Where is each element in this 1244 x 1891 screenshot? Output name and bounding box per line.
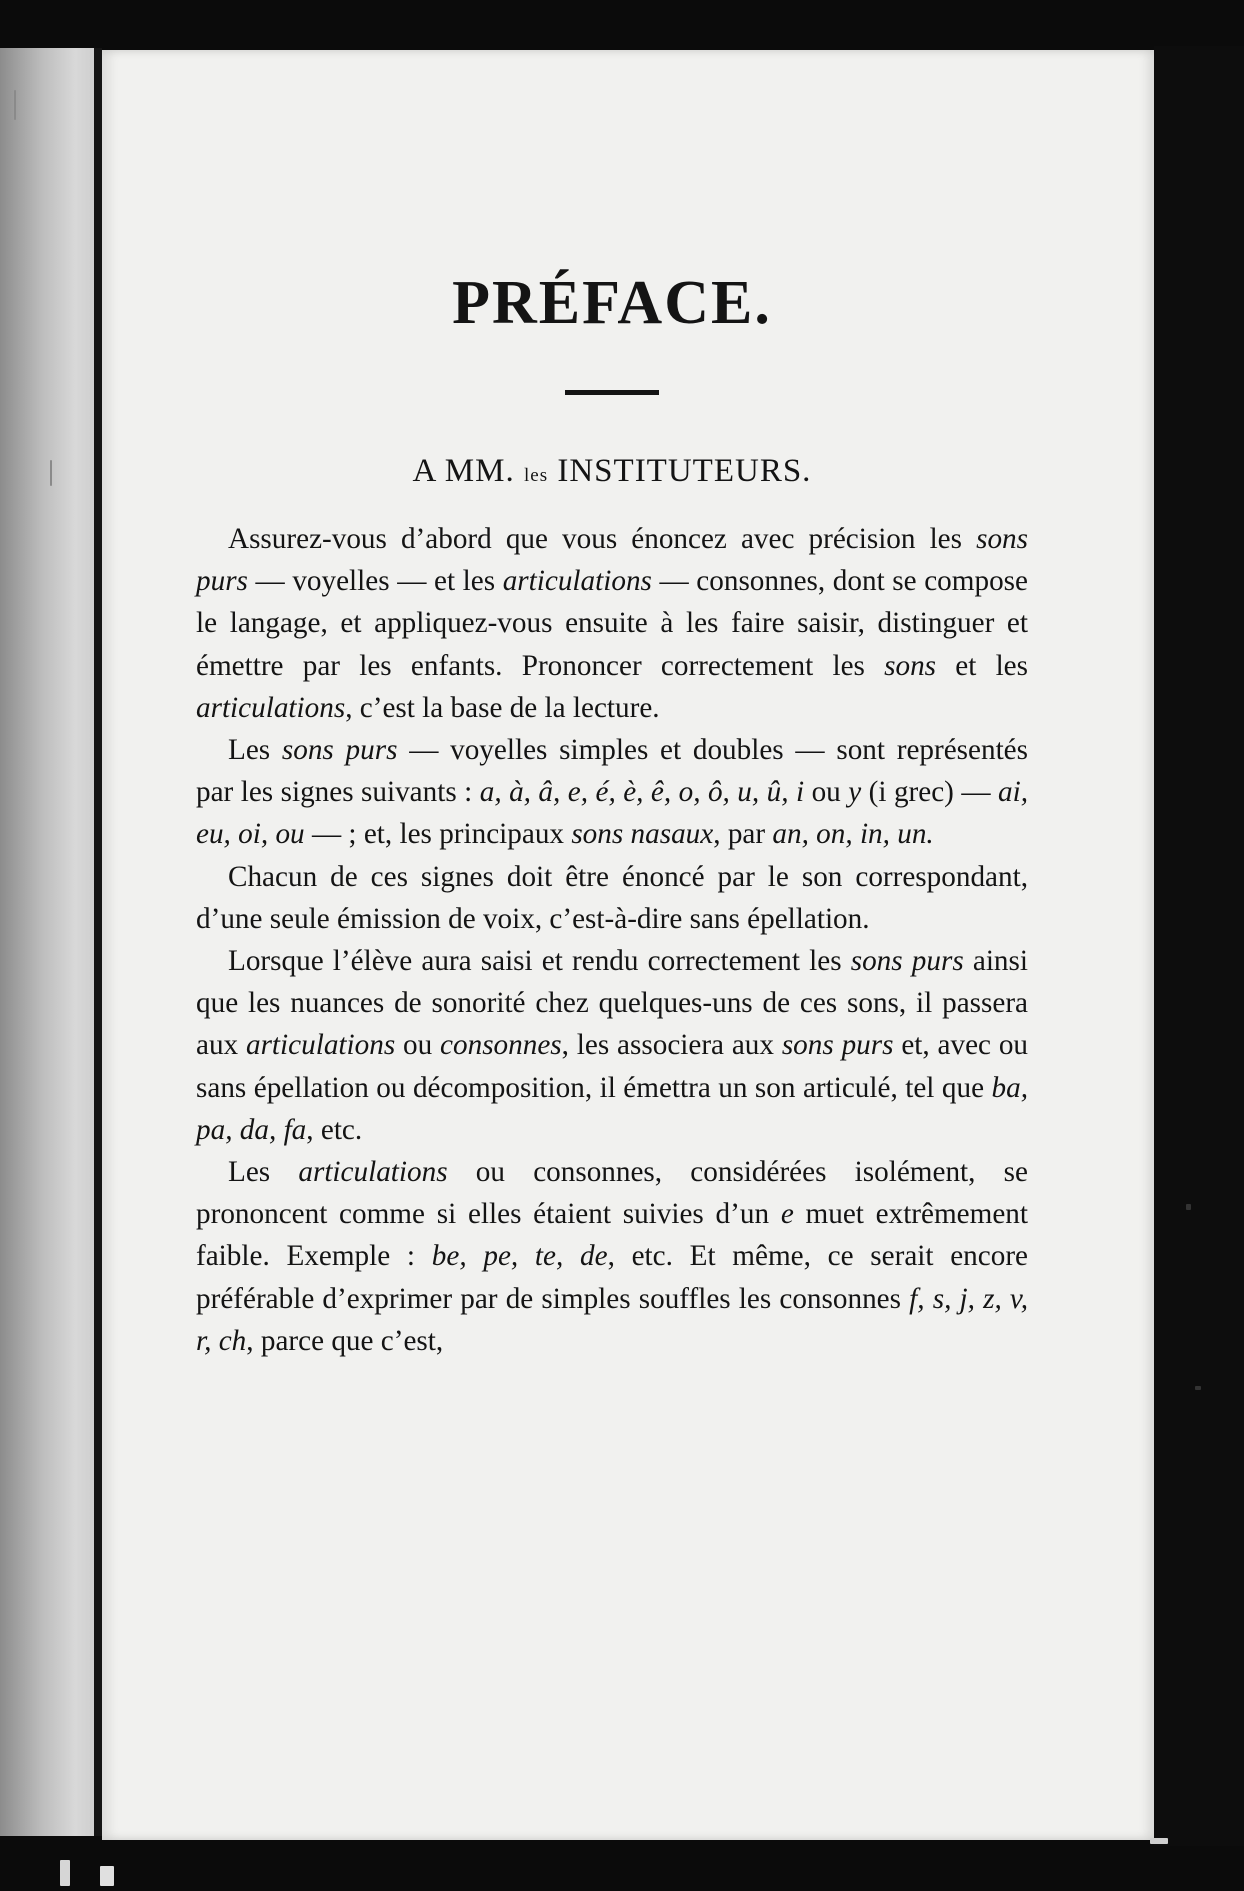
italic-run: ba, pa, da, fa <box>196 1071 1028 1146</box>
text-run: — consonnes, dont se compose le langage, et appliquez-vous ensuite à les faire saisir, distinguer et émettre par les enfants. Prononcer correctement les <box>196 565 1028 682</box>
text-run: muet extrêmement faible. Exemple : <box>196 1198 1028 1273</box>
text-run: ou <box>395 1029 441 1062</box>
italic-run: articulations <box>298 1156 448 1189</box>
page-title: PRÉFACE. <box>452 269 772 337</box>
text-run: , parce que c’est, <box>246 1324 444 1357</box>
italic-run: e <box>780 1198 794 1231</box>
facing-page-edge <box>0 48 94 1836</box>
dedication-suffix: INSTITUTEURS. <box>557 453 812 489</box>
page-gutter <box>94 48 102 1836</box>
text-run: Les <box>228 734 282 767</box>
text-run: et, avec ou sans épellation ou décomposition, il émettra un son articulé, tel que <box>196 1029 1029 1104</box>
italic-run: sons nasaux <box>571 818 714 851</box>
text-run: Lorsque l’élève aura saisi et rendu correctement les <box>228 945 851 978</box>
text-run: — ; et, les principaux <box>304 818 572 851</box>
speck <box>100 1866 114 1886</box>
title-rule <box>565 390 659 395</box>
text-run: — voyelles simples et doubles — sont représentés par les signes suivants : <box>196 734 1028 809</box>
text-run: , par <box>713 818 773 851</box>
text-run: Chacun de ces signes doit être énoncé par le son correspondant, d’une seule émission de voix, c’est-à-dire sans épellation. <box>196 860 1028 935</box>
text-run: , c’est la base de la lecture. <box>345 691 660 724</box>
speck <box>60 1860 70 1886</box>
text-run: ou <box>804 776 849 809</box>
italic-run: sons purs <box>196 523 1028 598</box>
page-text <box>196 268 1028 1362</box>
italic-run: a, à, â, e, é, è, ê, o, ô, u, û, i <box>479 776 805 809</box>
italic-run: articulations <box>196 691 346 724</box>
dedication-heading <box>196 451 1028 496</box>
italic-run: an, on, in, un. <box>772 818 934 851</box>
paragraph <box>196 1151 1028 1362</box>
italic-run: sons <box>884 649 937 682</box>
dedication-small-caps: les <box>524 465 549 486</box>
italic-run: consonnes <box>440 1029 562 1062</box>
speck <box>1186 1204 1191 1210</box>
text-run: ou consonnes, considérées isolément, se prononcent comme si elles étaient suivies d’un <box>196 1156 1028 1231</box>
text-run: et les <box>936 649 1028 682</box>
text-run: — voyelles — et les <box>247 565 503 598</box>
italic-run: articulations <box>245 1029 396 1062</box>
paragraph <box>196 729 1028 856</box>
paragraph <box>196 940 1028 1151</box>
scan-border <box>1154 46 1244 1846</box>
text-run: Les <box>228 1156 299 1189</box>
text-run: , les associera aux <box>561 1029 782 1062</box>
speck <box>50 460 52 486</box>
text-run: , etc. Et même, ce serait encore préférable d’exprimer par de simples souffles les consonnes <box>196 1240 1028 1315</box>
paragraph <box>196 856 1028 940</box>
italic-run: articulations <box>502 565 652 598</box>
speck <box>1150 1838 1168 1844</box>
text-run: ainsi que les nuances de sonorité chez quelques-uns de ces sons, il passera aux <box>196 945 1028 1062</box>
italic-run: sons purs <box>781 1029 894 1062</box>
italic-run: y <box>848 776 862 809</box>
speck <box>14 90 16 120</box>
text-run: , etc. <box>306 1113 363 1146</box>
italic-run: sons purs <box>850 945 964 978</box>
italic-run: f, s, j, z, v, r, ch <box>196 1282 1028 1357</box>
text-run: Assurez-vous d’abord que vous énoncez avec précision les <box>228 523 977 555</box>
italic-run: ai, eu, oi, ou <box>196 776 1028 851</box>
paragraph <box>196 518 1028 729</box>
speck <box>1195 1386 1201 1390</box>
text-run: (i grec) — <box>861 776 998 809</box>
italic-run: be, pe, te, de <box>431 1240 608 1273</box>
dedication-prefix: A MM. <box>412 453 515 489</box>
italic-run: sons purs <box>281 734 398 767</box>
